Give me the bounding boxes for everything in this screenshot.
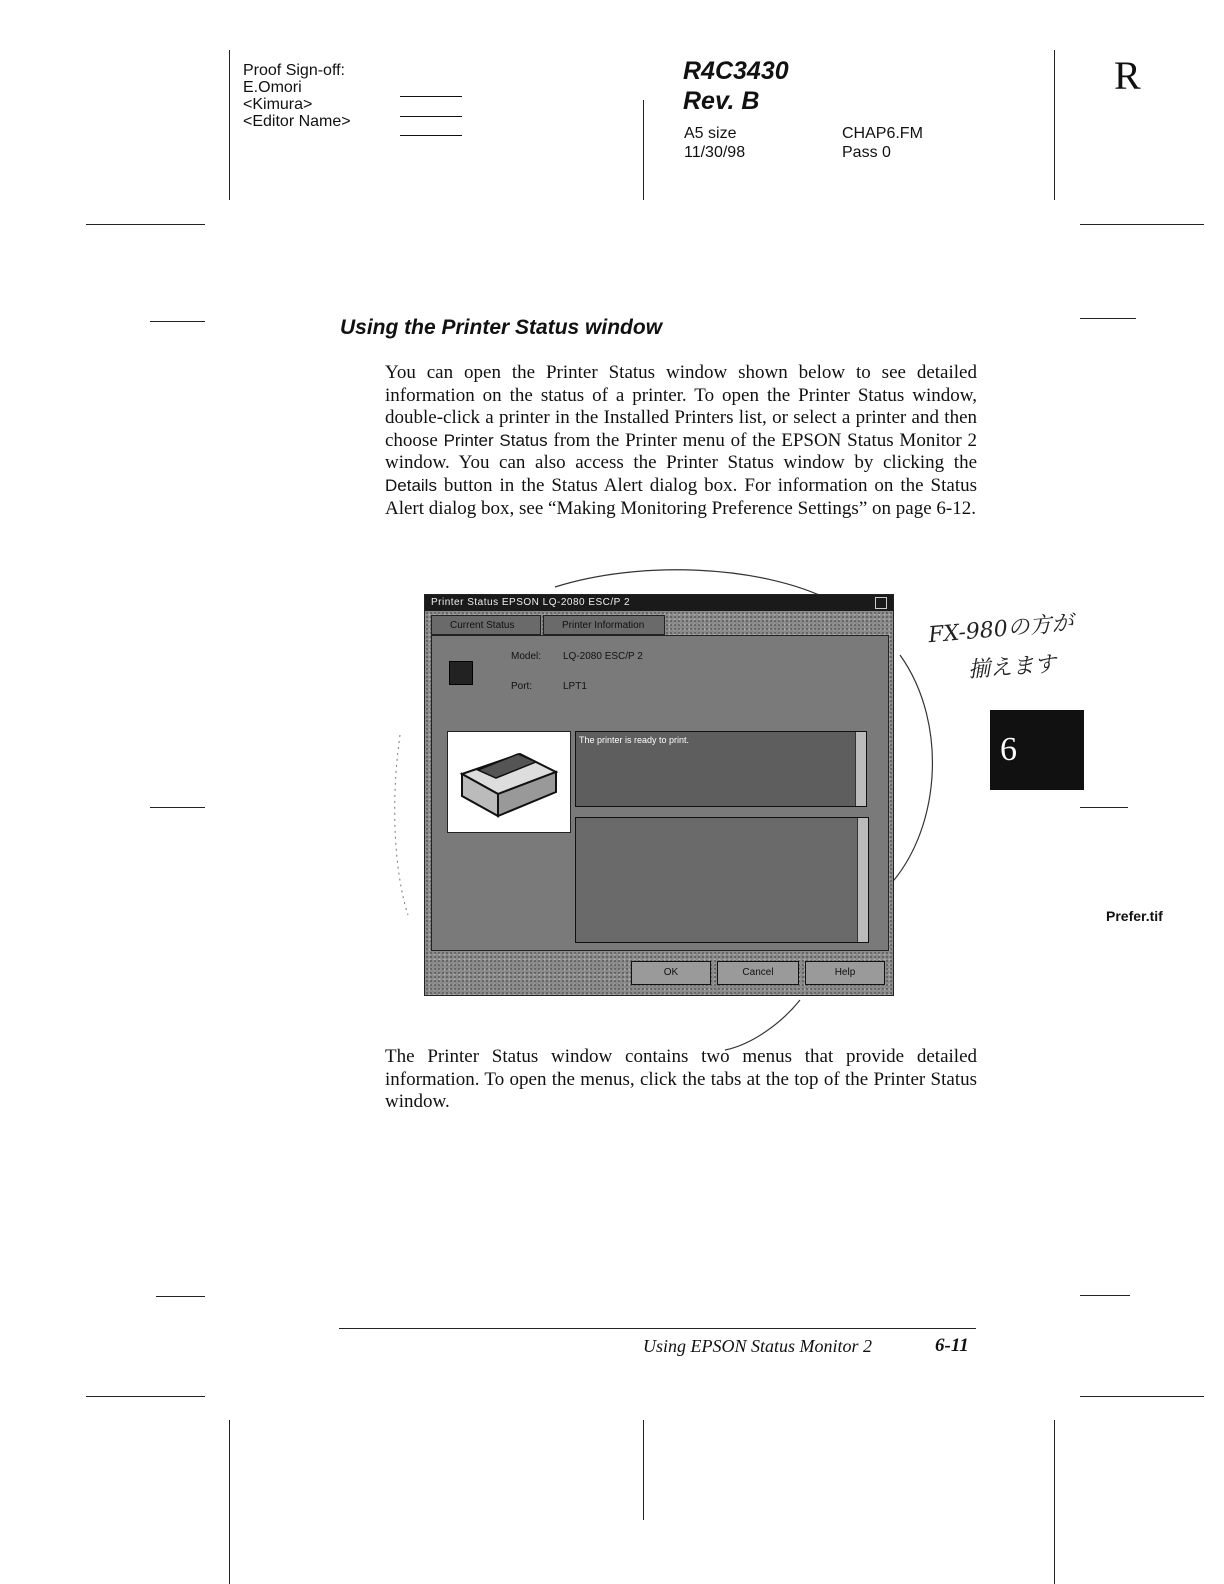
crop-mark-right-1 xyxy=(1080,318,1136,319)
top-center-divider xyxy=(643,100,644,200)
cancel-button[interactable]: Cancel xyxy=(717,961,799,985)
signoff-line-3 xyxy=(400,135,462,136)
top-right-divider xyxy=(1054,50,1055,200)
proof-name-2: <Kimura> xyxy=(243,96,313,113)
proof-signoff-label: Proof Sign-off: xyxy=(243,62,345,79)
crop-mark-right-3 xyxy=(1080,1295,1130,1296)
detail-list-box xyxy=(575,817,869,943)
printer-small-icon xyxy=(449,661,473,685)
window-title: Printer Status EPSON LQ-2080 ESC/P 2 xyxy=(431,597,631,608)
signoff-line-2 xyxy=(400,116,462,117)
bottom-left-divider xyxy=(229,1420,230,1584)
model-label: Model: xyxy=(511,651,542,662)
port-label: Port: xyxy=(511,681,533,692)
bottom-center-divider xyxy=(643,1420,644,1520)
status-message-box xyxy=(575,731,867,807)
proof-signoff xyxy=(243,62,351,130)
crop-mark-bottom-right xyxy=(1080,1396,1204,1397)
printer-status-window xyxy=(424,594,894,996)
printer-image xyxy=(447,731,571,833)
page-size: A5 size xyxy=(684,125,737,142)
tab-printer-information[interactable]: Printer Information xyxy=(543,615,665,635)
page-number: 6-11 xyxy=(935,1335,969,1356)
intro-text-2: from the Printer menu of the EPSON Status Monitor 2 window. You can also access the Printer Status window by clicking the xyxy=(385,429,977,474)
crop-mark-right-2 xyxy=(1080,807,1128,808)
top-left-divider xyxy=(229,50,230,200)
window-title-bar xyxy=(425,595,893,611)
crop-mark-left-2 xyxy=(150,807,205,808)
document-code: R4C3430 xyxy=(683,57,789,85)
model-value: LQ-2080 ESC/P 2 xyxy=(563,651,643,662)
closing-paragraph: The Printer Status window contains two menus that provide detailed information. To open the menus, click the tabs at the top of the Printer Status window. xyxy=(385,1046,977,1113)
list-scrollbar[interactable] xyxy=(857,818,868,942)
crop-mark-top-left xyxy=(86,224,205,225)
printer-icon xyxy=(448,732,568,830)
close-icon[interactable] xyxy=(875,597,887,609)
section-title: Using the Printer Status window xyxy=(340,316,663,339)
intro-paragraph xyxy=(385,362,977,520)
footer-chapter-title: Using EPSON Status Monitor 2 xyxy=(643,1336,873,1356)
source-file: CHAP6.FM xyxy=(842,125,923,142)
handwritten-note-line-2: 揃えます xyxy=(967,651,1057,684)
command-printer-status: Printer Status xyxy=(443,430,548,450)
intro-text-3: button in the Status Alert dialog box. For information on the Status Alert dialog box, see “Making Monitoring Preference Settings” on page 6-12. xyxy=(385,474,977,519)
crop-mark-bottom-left xyxy=(86,1396,205,1397)
print-date: 11/30/98 xyxy=(684,144,746,161)
corner-mark: R xyxy=(1114,53,1141,98)
revision: Rev. B xyxy=(683,87,760,115)
figure-filename: Prefer.tif xyxy=(1106,908,1163,924)
chapter-tab xyxy=(990,710,1084,790)
intro-text-1: You can open the Printer Status window shown below to see detailed information on the status of a printer. To open the Printer Status window, double-click a printer in the Installed Printers list, or select a printer and then choose xyxy=(385,362,977,451)
message-scrollbar[interactable] xyxy=(855,732,866,806)
chapter-number: 6 xyxy=(1000,731,1017,768)
signoff-line-1 xyxy=(400,96,462,97)
proof-name-3: <Editor Name> xyxy=(243,113,351,130)
crop-mark-left-1 xyxy=(150,321,205,322)
help-button[interactable]: Help xyxy=(805,961,885,985)
port-value: LPT1 xyxy=(563,681,587,692)
pass-number: Pass 0 xyxy=(842,144,891,161)
proof-name-1: E.Omori xyxy=(243,79,302,96)
crop-mark-top-right xyxy=(1080,224,1204,225)
status-message: The printer is ready to print. xyxy=(579,735,690,745)
footer-rule xyxy=(339,1328,976,1329)
ok-button[interactable]: OK xyxy=(631,961,711,985)
handwritten-note-line-1: FX-980の方が xyxy=(927,610,1075,649)
bottom-right-divider xyxy=(1054,1420,1055,1584)
command-details: Details xyxy=(385,475,437,495)
tab-current-status[interactable]: Current Status xyxy=(431,615,541,635)
crop-mark-left-3 xyxy=(156,1296,205,1297)
